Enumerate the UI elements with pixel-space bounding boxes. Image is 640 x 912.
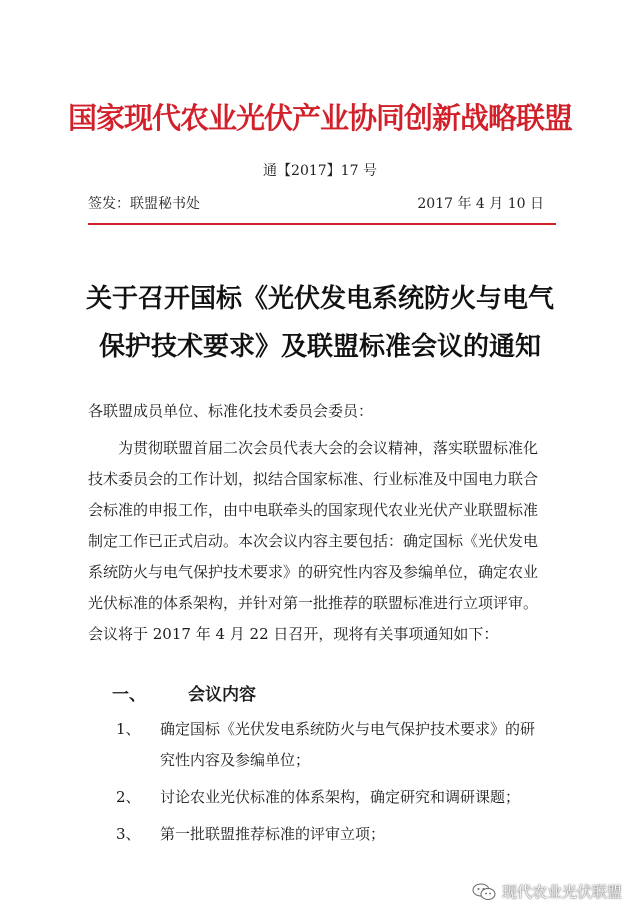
issue-date: 2017 年 4 月 10 日 [417, 196, 544, 212]
list-item-text: 确定国标《光伏发电系统防火与电气保护技术要求》的研 [160, 720, 536, 738]
paragraph-line: 系统防火与电气保护技术要求》的研究性内容及参编单位，确定农业 [88, 563, 539, 581]
wechat-icon [472, 883, 496, 901]
section-heading-text: 会议内容 [188, 685, 256, 705]
list-item-index: 2、 [116, 788, 141, 806]
list-item-text: 讨论农业光伏标准的体系架构，确定研究和调研课题； [160, 788, 521, 806]
paragraph-line: 制定工作已正式启动。本次会议内容主要包括：确定国标《光伏发电 [88, 532, 539, 550]
section-heading [112, 680, 256, 705]
title-line-2: 保护技术要求》及联盟标准会议的通知 [98, 332, 541, 362]
list-item-index: 3、 [116, 825, 141, 843]
salutation: 各联盟成员单位、标准化技术委员会委员： [88, 402, 374, 420]
section-number: 一、 [112, 685, 146, 705]
paragraph-line: 光伏标准的体系架构，并针对第一批推荐的联盟标准进行立项评审。 [88, 594, 539, 612]
paragraph-line: 为贯彻联盟首届二次会员代表大会的会议精神，落实联盟标准化 [88, 439, 539, 457]
watermark [472, 881, 622, 902]
title-line-1: 关于召开国标《光伏发电系统防火与电气 [85, 284, 554, 314]
paragraph-line: 会议将于 2017 年 4 月 22 日召开，现将有关事项通知如下： [88, 625, 499, 643]
list-item [116, 786, 520, 807]
list-item-continuation: 究性内容及参编单位； [160, 751, 311, 769]
red-divider [88, 223, 556, 225]
watermark-text: 现代农业光伏联盟 [501, 883, 622, 901]
list-item-index: 1、 [116, 720, 141, 738]
issuer-label: 签发：联盟秘书处 [88, 196, 200, 212]
paragraph-line: 会标准的申报工作，由中电联牵头的国家现代农业光伏产业联盟标准 [88, 501, 539, 519]
list-item-text: 第一批联盟推荐标准的评审立项； [160, 825, 386, 843]
notice-title [0, 275, 640, 371]
document-number: 通【2017】17 号 [263, 163, 377, 179]
list-item [116, 718, 535, 739]
list-item [116, 823, 385, 844]
letterhead-title: 国家现代农业光伏产业协同创新战略联盟 [67, 101, 572, 135]
paragraph-line: 技术委员会的工作计划，拟结合国家标准、行业标准及中国电力联合 [88, 470, 539, 488]
